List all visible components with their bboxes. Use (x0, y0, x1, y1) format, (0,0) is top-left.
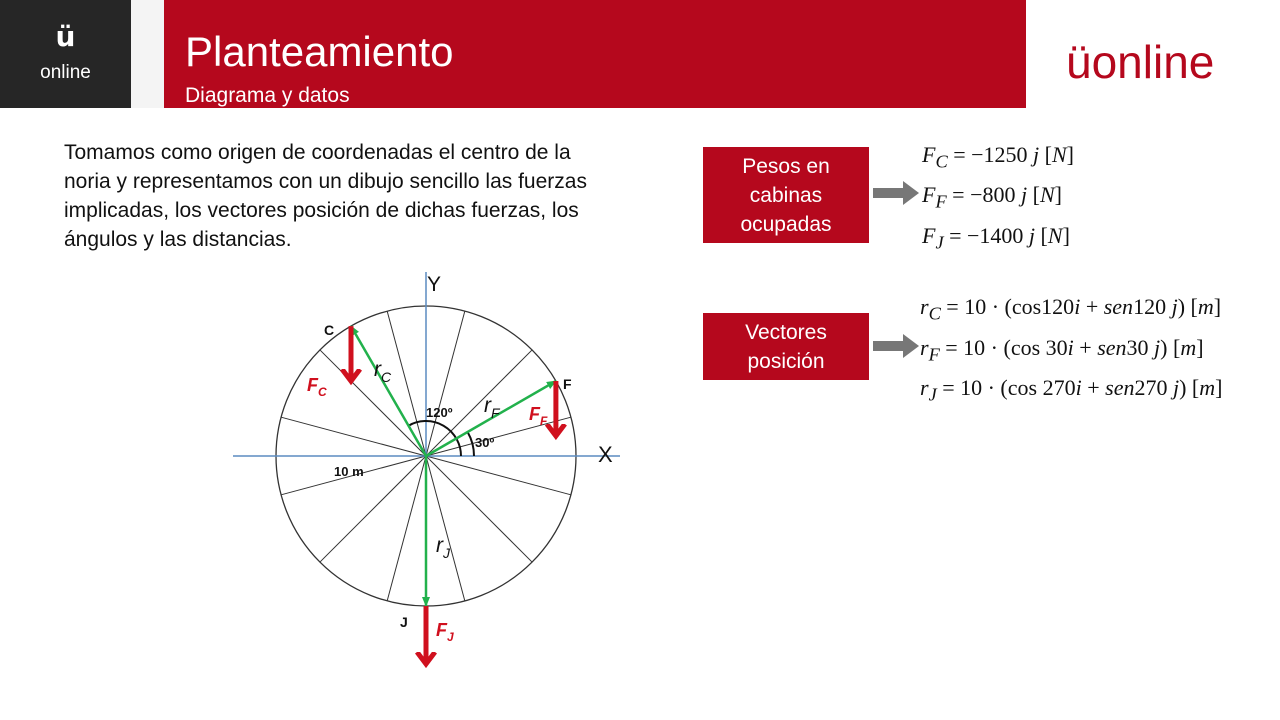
online-logo-box (0, 0, 131, 108)
wheel-spoke (387, 311, 426, 456)
y-axis-label: Y (427, 273, 442, 296)
brand-logo (1060, 22, 1250, 88)
slide-subtitle: Diagrama y datos (185, 84, 350, 107)
wheel-spoke (426, 311, 465, 456)
position-vector-c (351, 326, 426, 456)
weight-equation-c: $F_C = -1250$ j [N] (922, 142, 1074, 172)
angle-label-120: 120º (426, 405, 453, 420)
point-label-j: J (400, 614, 408, 630)
point-label-c: C (324, 322, 335, 338)
vector-label-rf: $r_F$ (484, 394, 500, 421)
positions-label: Vectores posición (745, 320, 827, 373)
x-axis-label: X (598, 441, 613, 467)
position-equation-f: $r_F = 10 \cdot (\cos$ 30i + sen30 j) [m] (920, 335, 1204, 365)
positions-label-box (703, 313, 869, 380)
wheel-spoke (426, 456, 465, 601)
position-equation-c: $r_C = 10 \cdot (\cos 120i + sen120$ j) [m] (920, 294, 1222, 324)
vector-label-rc: $r_C$ (374, 358, 392, 385)
slide-title: Planteamiento (185, 28, 454, 75)
force-label-ff: $F_F$ (529, 404, 548, 428)
wheel-spoke (426, 456, 571, 495)
brand-text: üonline (1066, 36, 1215, 88)
weight-equation-f: $F_F = -800$ j [N] (922, 182, 1062, 212)
force-label-fc: $F_C$ (307, 375, 327, 399)
intro-paragraph: Tomamos como origen de coordenadas el centro de la noria y representamos con un dibujo sencillo las fuerzas implicadas, los vectores posición de dichas fuerzas, los ángulos y las distancias. (64, 141, 587, 251)
force-label-fj: $F_J$ (436, 620, 454, 644)
radius-label: 10 m (334, 464, 364, 479)
wheel-spoke (426, 417, 571, 456)
weights-arrow-icon (873, 181, 919, 205)
vector-label-rj: $r_J$ (436, 534, 450, 561)
position-equation-j: $r_J = 10 \cdot (\cos$ 270i + sen270 j) [m] (920, 375, 1223, 405)
angle-label-30: 30º (475, 435, 495, 450)
weights-label-box (703, 147, 869, 243)
ferris-wheel-diagram (220, 262, 640, 682)
positions-arrow-icon (873, 334, 919, 358)
weights-label: Pesos en cabinas ocupadas (740, 154, 832, 236)
logo-word: online (40, 62, 91, 83)
title-banner (164, 0, 1026, 108)
wheel-spoke (281, 417, 426, 456)
header-gap (131, 0, 164, 108)
wheel-spoke (387, 456, 426, 601)
weight-equation-j: $F_J = -1400$ j [N] (922, 223, 1070, 253)
logo-mark: ü (55, 20, 76, 53)
point-label-f: F (563, 376, 572, 392)
